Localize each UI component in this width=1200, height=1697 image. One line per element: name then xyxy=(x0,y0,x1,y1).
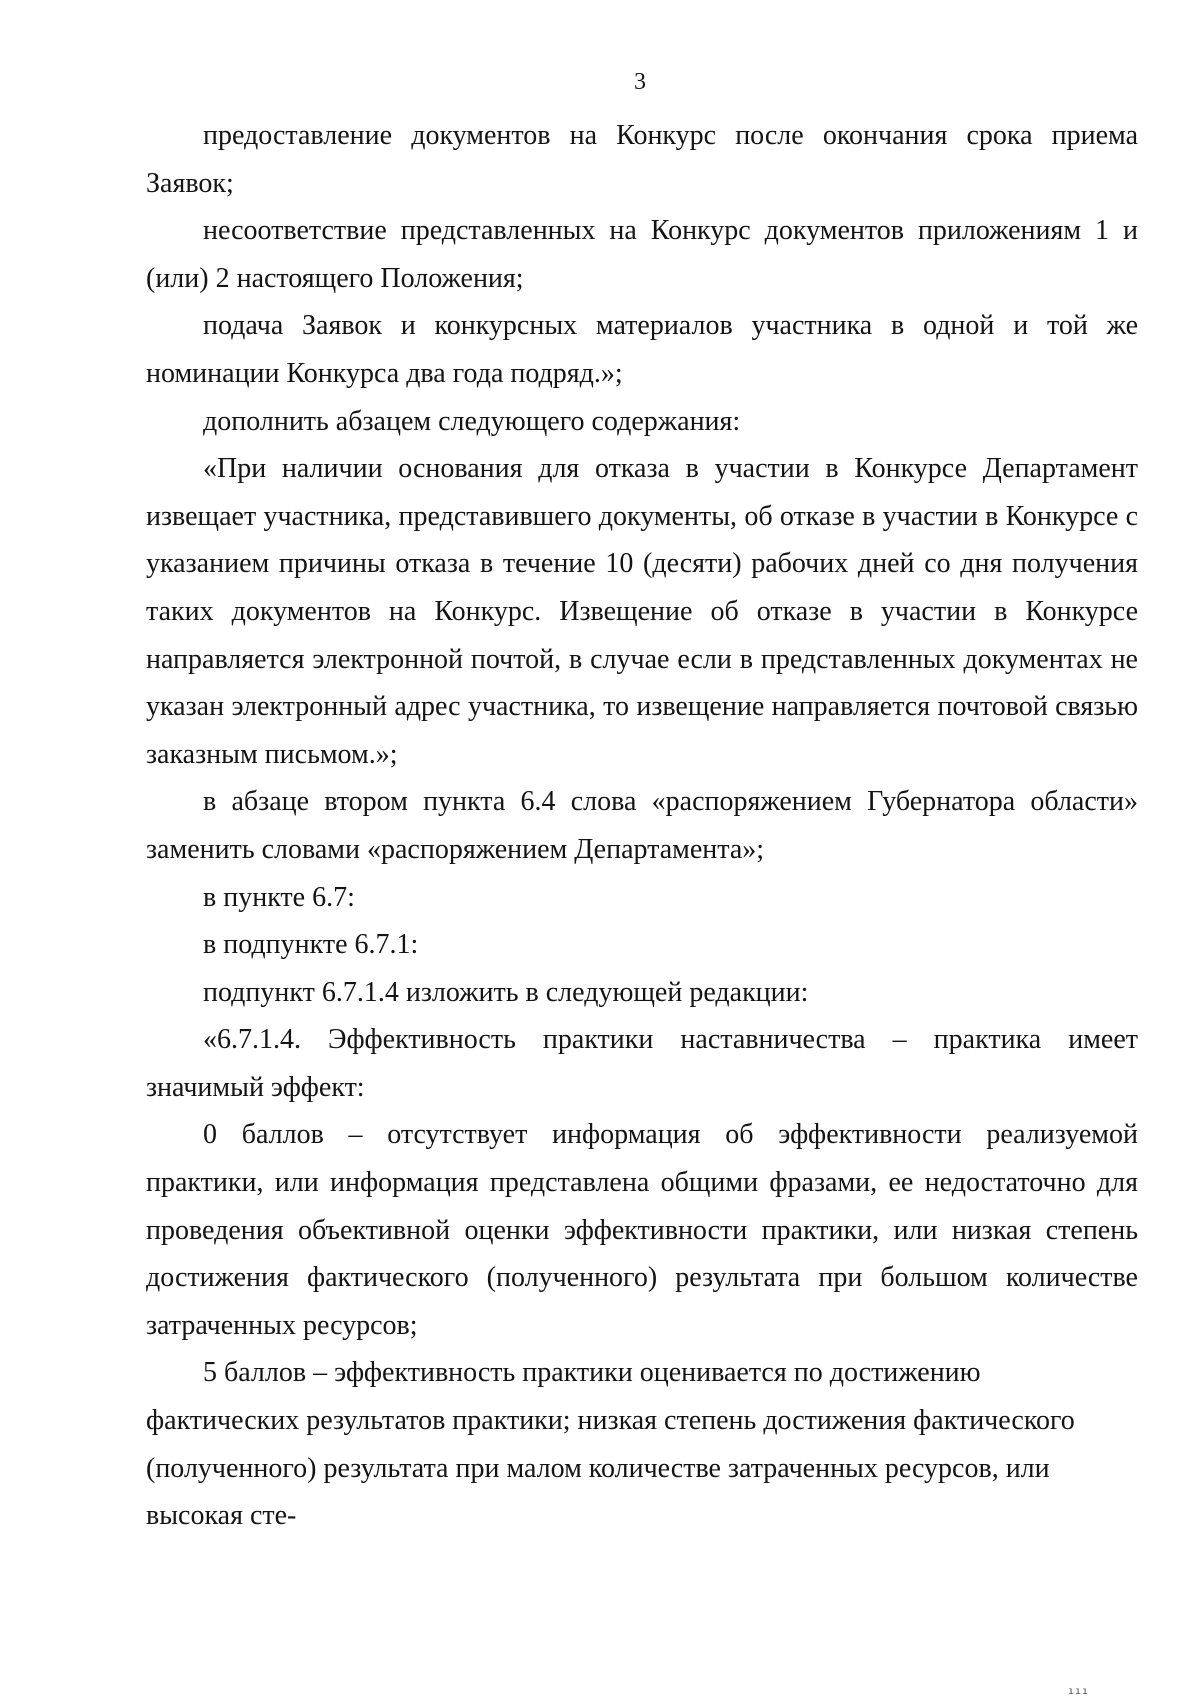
paragraph-subclause-6-7-1: в подпункте 6.7.1: xyxy=(203,929,419,961)
paragraph-documents-nonconformity: несоответствие представленных на Конкурс документов приложениям 1 и (или) 2 настоящего Положения; xyxy=(146,215,1138,294)
paragraph-score-0: 0 баллов – отсутствует информация об эффективности реализуемой практики, или информация представлена общими фразами, ее недостаточно для проведения объективной оценки эффективности практики, или низкая степень достижения фактического (полученного) результата при большом количестве затраченных ресурсов; xyxy=(146,1119,1138,1341)
document-body xyxy=(146,112,1138,1540)
paragraph-clause-6-7: в пункте 6.7: xyxy=(203,881,355,913)
page-number: 3 xyxy=(634,69,646,95)
paragraph-effectiveness-criterion: «6.7.1.4. Эффективность практики наставничества – практика имеет значимый эффект: xyxy=(146,1024,1138,1103)
paragraph-documents-after-deadline: предоставление документов на Конкурс после окончания срока приема Заявок; xyxy=(146,120,1138,199)
paragraph-repeat-submission: подача Заявок и конкурсных материалов участника в одной и той же номинации Конкурса два года подряд.»; xyxy=(146,310,1138,389)
paragraph-refusal-notice: «При наличии основания для отказа в участии в Конкурсе Департамент извещает участника, представившего документы, об отказе в участии в Конкурсе с указанием причины отказа в течение 10 (десяти) рабочих дней со дня получения таких документов на Конкурс. Извещение об отказе в участии в Конкурсе направляется электронной почтой, в случае если в представленных документах не указан электронный адрес участника, то извещение направляется почтовой связью заказным письмом.»; xyxy=(146,453,1138,770)
paragraph-subclause-6-7-1-4-intro: подпункт 6.7.1.4 изложить в следующей редакции: xyxy=(203,976,809,1008)
scan-mark: ııı xyxy=(1068,1686,1090,1697)
paragraph-add-clause: дополнить абзацем следующего содержания: xyxy=(203,405,741,437)
paragraph-clause-6-4-amendment: в абзаце втором пункта 6.4 слова «распоряжением Губернатора области» заменить словами «распоряжением Департамента»; xyxy=(146,786,1138,865)
paragraph-score-5: 5 баллов – эффективность практики оценивается по достижению фактических результатов практики; низкая степень достижения фактического (полученного) результата при малом количестве затраченных ресурсов, или высокая сте- xyxy=(146,1357,1075,1532)
